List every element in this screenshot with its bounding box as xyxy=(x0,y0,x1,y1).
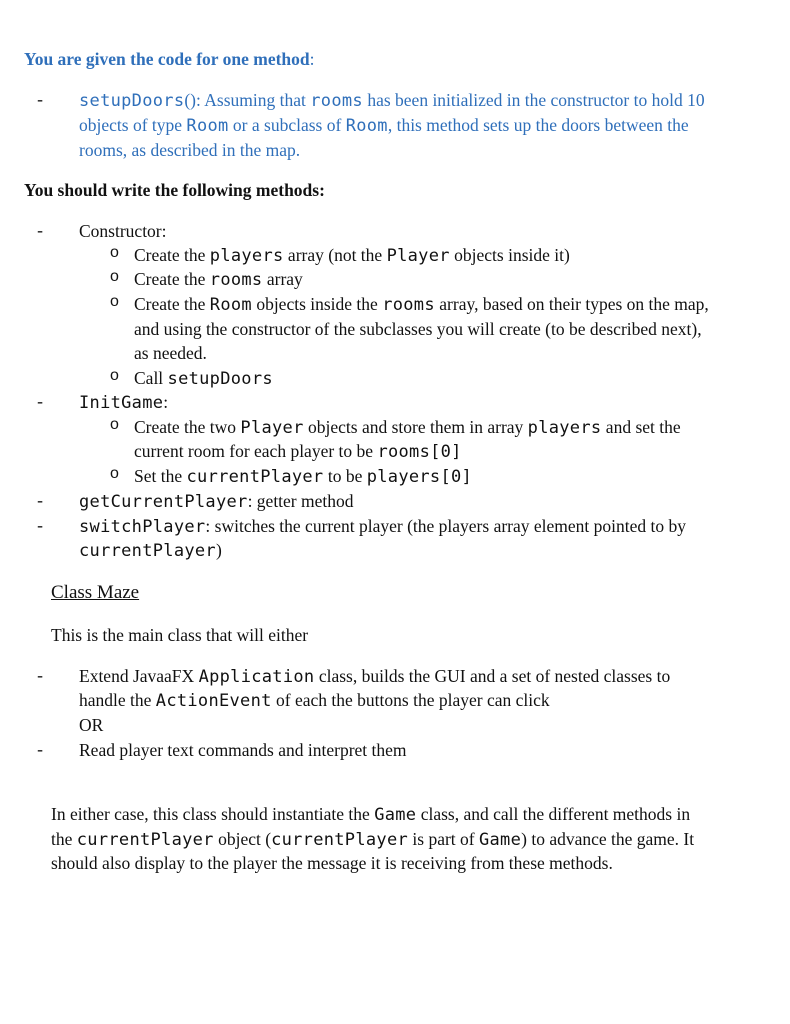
maze-option-1: Extend JavaaFX Application class, builds the GUI and a set of nested classes to xyxy=(79,666,671,687)
circle-bullet-icon: o xyxy=(110,293,119,310)
constructor-item-1: Create the players array (not the Player objects inside it) xyxy=(134,245,570,266)
list-dash: - xyxy=(37,391,43,411)
given-line-1: setupDoors(): Assuming that rooms has been initialized in the constructor to hold 10 xyxy=(79,90,705,111)
get-current-player-item: getCurrentPlayer: getter method xyxy=(79,491,354,512)
list-dash: - xyxy=(37,490,43,510)
maze-paragraph-line-2: the currentPlayer object (currentPlayer is part of Game) to advance the game. It xyxy=(51,829,695,850)
initgame-item-1: Create the two Player objects and store them in array players and set the xyxy=(134,417,681,438)
constructor-label: Constructor: xyxy=(79,221,167,241)
list-dash: - xyxy=(37,515,43,535)
list-dash: - xyxy=(37,665,43,685)
maze-option-1-line-2: handle the ActionEvent of each the buttons the player can click xyxy=(79,690,550,711)
maze-intro: This is the main class that will either xyxy=(51,625,309,645)
maze-paragraph-line-3: should also display to the player the message it is receiving from these methods. xyxy=(51,853,613,873)
circle-bullet-icon: o xyxy=(110,367,119,384)
list-dash: - xyxy=(37,89,43,109)
initgame-item-2: Set the currentPlayer to be players[0] xyxy=(134,466,473,487)
maze-paragraph-line-1: In either case, this class should instantiate the Game class, and call the different methods in xyxy=(51,804,691,825)
initgame-label: InitGame: xyxy=(79,392,169,413)
list-dash: - xyxy=(37,220,43,240)
given-line-3: rooms, as described in the map. xyxy=(79,140,301,160)
list-dash: - xyxy=(37,739,43,759)
constructor-item-3-line-3: as needed. xyxy=(134,343,207,363)
switch-player-item-line-2: currentPlayer) xyxy=(79,540,222,561)
constructor-item-4: Call setupDoors xyxy=(134,368,273,389)
initgame-item-1-line-2: current room for each player to be rooms[0] xyxy=(134,441,462,462)
circle-bullet-icon: o xyxy=(110,465,119,482)
switch-player-item: switchPlayer: switches the current player (the players array element pointed to by xyxy=(79,516,687,537)
maze-or: OR xyxy=(79,715,104,735)
maze-option-2: Read player text commands and interpret them xyxy=(79,740,407,760)
given-heading: You are given the code for one method: xyxy=(24,49,315,69)
constructor-item-3-line-2: and using the constructor of the subclasses you will create (to be described next), xyxy=(134,319,702,339)
circle-bullet-icon: o xyxy=(110,416,119,433)
constructor-item-3: Create the Room objects inside the rooms array, based on their types on the map, xyxy=(134,294,709,315)
class-maze-heading: Class Maze xyxy=(51,582,140,603)
write-heading: You should write the following methods: xyxy=(24,180,325,200)
circle-bullet-icon: o xyxy=(110,244,119,261)
given-line-2: objects of type Room or a subclass of Room, this method sets up the doors between the xyxy=(79,115,689,136)
constructor-item-2: Create the rooms array xyxy=(134,269,303,290)
circle-bullet-icon: o xyxy=(110,268,119,285)
